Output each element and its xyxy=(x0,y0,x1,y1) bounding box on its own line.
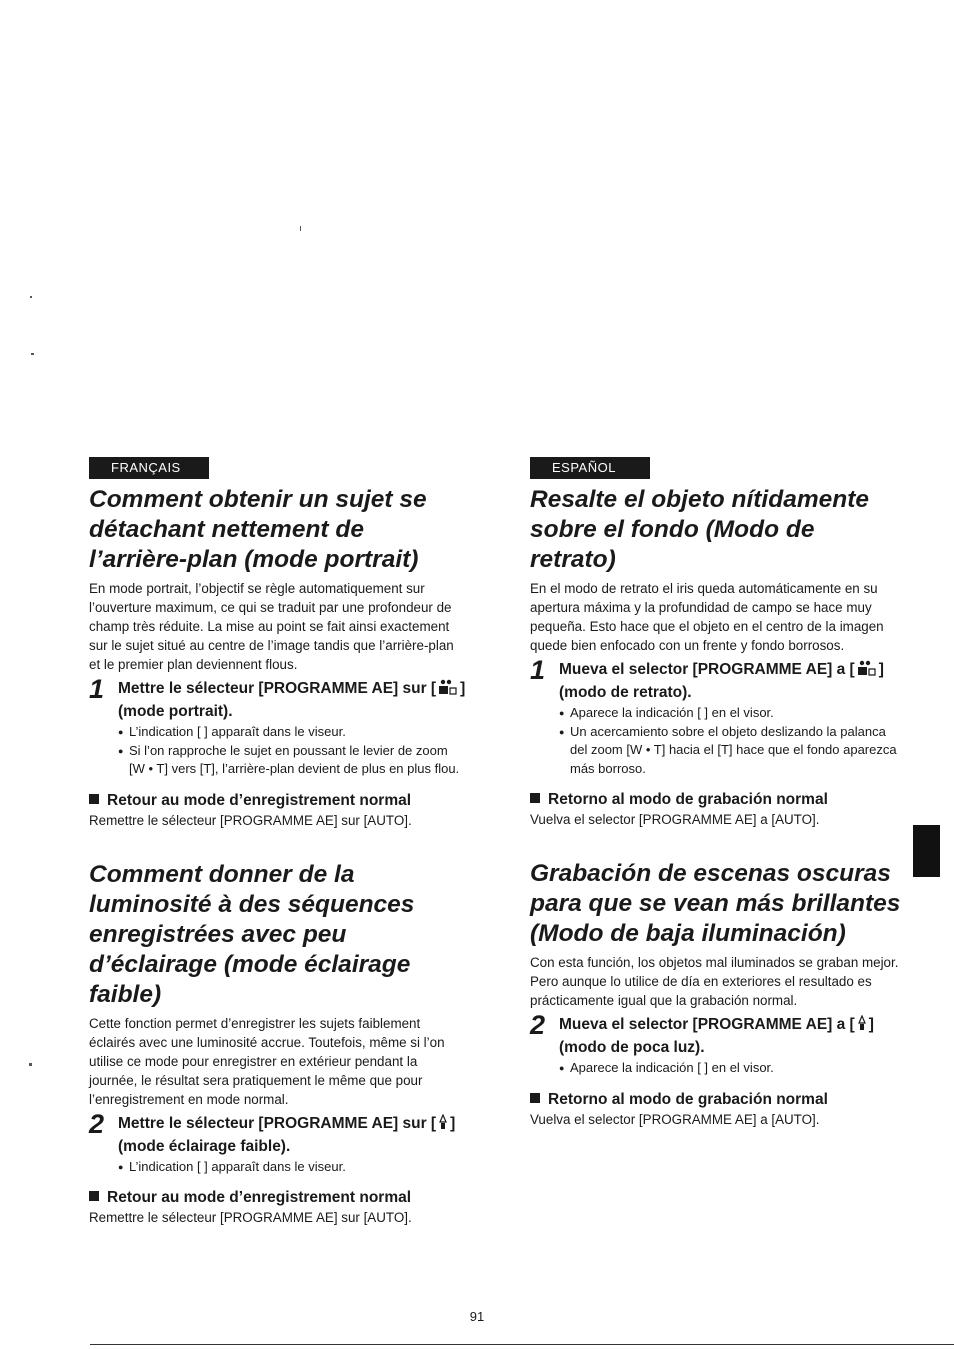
step-text-before: Mettre le sélecteur [PROGRAMME AE] sur [ xyxy=(118,1114,437,1132)
bullet-list xyxy=(559,704,902,778)
return-heading: Retour au mode d’enregistrement normal xyxy=(89,1188,467,1208)
bullet-list xyxy=(118,723,467,779)
step-number: 2 xyxy=(89,1108,105,1139)
return-heading: Retour au mode d’enregistrement normal xyxy=(89,791,467,811)
step-text-after: ] (modo de retrato). xyxy=(559,661,884,701)
square-bullet-icon xyxy=(89,794,99,804)
section-title-portrait-mode: Resalte el objeto nítidamente sobre el fondo (Modo de retrato) xyxy=(530,486,869,573)
step-text-after: ] (mode éclairage faible). xyxy=(118,1114,456,1155)
portrait-mode-icon xyxy=(857,660,877,682)
section-thumb-tab xyxy=(913,825,940,877)
section-title-low-light-mode: Comment donner de la luminosité à des séquences enregistrées avec peu d’éclairage (mode éclairage faible) xyxy=(89,860,415,1008)
step-2 xyxy=(89,1108,467,1157)
return-heading: Retorno al modo de grabación normal xyxy=(530,1090,902,1110)
return-text: Vuelva el selector [PROGRAMME AE] a [AUTO]. xyxy=(530,812,820,827)
step-1 xyxy=(530,655,902,703)
intro-portrait-mode: En mode portrait, l’objectif se règle automatiquement sur l’ouverture maximum, ce qui se traduit par une profondeur de champ très réduite. La mise au point se fait ainsi exactement sur le sujet situé au centre de l’image tandis que l’arrière-plan et le premier plan deviennent flous. xyxy=(89,581,454,672)
step-2 xyxy=(530,1010,902,1058)
low-light-icon xyxy=(857,1015,867,1037)
spanish-column xyxy=(530,457,902,1129)
low-light-icon xyxy=(438,1114,448,1136)
step-text-after: ] (modo de poca luz). xyxy=(559,1016,874,1056)
return-text: Remettre le sélecteur [PROGRAMME AE] sur [AUTO]. xyxy=(89,1210,412,1225)
square-bullet-icon xyxy=(530,1093,540,1103)
step-text-before: Mettre le sélecteur [PROGRAMME AE] sur [ xyxy=(118,680,437,697)
intro-low-light-mode: Con esta función, los objetos mal iluminados se graban mejor. Pero aunque lo utilice de día en exteriores el resultado es prácticamente igual que la grabación normal. xyxy=(530,955,899,1008)
step-number: 1 xyxy=(530,655,546,685)
list-item: ● L’indication [ ] apparaît dans le viseur. xyxy=(118,723,467,742)
step-text-after: ] (mode portrait). xyxy=(118,680,466,720)
page-number: 91 xyxy=(469,1309,485,1324)
bottom-rule xyxy=(90,1344,954,1345)
portrait-mode-icon xyxy=(438,679,458,701)
step-text-before: Mueva el selector [PROGRAMME AE] a [ xyxy=(559,661,855,678)
french-column xyxy=(89,457,467,1227)
square-bullet-icon xyxy=(89,1191,99,1201)
intro-low-light-mode: Cette fonction permet d’enregistrer les sujets faiblement éclairés avec une luminosité accrue. Toutefois, même si l’on utilise ce mode pour enregistrer en extérieur pendant la journée, le résultat sera pratiquement le même que pour l’enregistrement en mode normal. xyxy=(89,1015,445,1107)
language-tab-french: FRANÇAIS xyxy=(89,457,209,479)
step-text-before: Mueva el selector [PROGRAMME AE] a [ xyxy=(559,1016,855,1033)
list-item: ● L’indication [ ] apparaît dans le viseur. xyxy=(118,1158,467,1177)
step-1 xyxy=(89,674,467,722)
bullet-list xyxy=(559,1059,902,1078)
list-item: ● Aparece la indicación [ ] en el visor. xyxy=(559,704,902,723)
step-number: 2 xyxy=(530,1010,546,1040)
square-bullet-icon xyxy=(530,793,540,803)
return-text: Remettre le sélecteur [PROGRAMME AE] sur [AUTO]. xyxy=(89,812,412,828)
language-tab-spanish: ESPAÑOL xyxy=(530,457,650,479)
bullet-list xyxy=(118,1158,467,1177)
list-item: ● Un acercamiento sobre el objeto deslizando la palanca del zoom [W • T] hacia el [T] hace que el fondo aparezca más borroso. xyxy=(559,723,902,779)
intro-portrait-mode: En el modo de retrato el iris queda automáticamente en su apertura máxima y la profundidad de campo se hace muy pequeña. Esto hace que el objeto en el centro de la imagen quede bien enfocado con un frente y fondo borrosos. xyxy=(530,581,884,653)
return-heading: Retorno al modo de grabación normal xyxy=(530,790,902,810)
list-item: ● Aparece la indicación [ ] en el visor. xyxy=(559,1059,902,1078)
section-title-low-light-mode: Grabación de escenas oscuras para que se vean más brillantes (Modo de baja iluminación) xyxy=(530,860,901,947)
section-title-portrait-mode: Comment obtenir un sujet se détachant nettement de l’arrière-plan (mode portrait) xyxy=(89,486,427,573)
list-item: ● Si l’on rapproche le sujet en poussant le levier de zoom [W • T] vers [T], l’arrière-plan devient de plus en plus flou. xyxy=(118,742,467,779)
step-number: 1 xyxy=(89,674,105,704)
return-text: Vuelva el selector [PROGRAMME AE] a [AUTO]. xyxy=(530,1111,820,1127)
